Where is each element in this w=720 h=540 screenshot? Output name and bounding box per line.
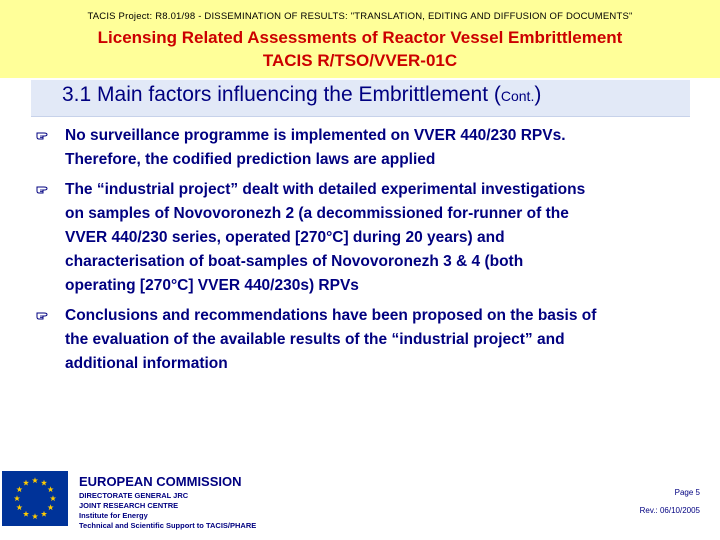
bullet-list [36, 124, 696, 382]
section-heading-bar [31, 80, 690, 117]
project-code: TACIS R/TSO/VVER-01C [262, 51, 458, 70]
eu-flag-icon [2, 471, 68, 526]
pointing-hand-icon [36, 183, 50, 195]
bullet-line: VVER 440/230 series, operated [270°C] during 20 years) and [65, 229, 505, 246]
section-title [62, 83, 541, 107]
bullet-line: characterisation of boat-samples of Novovoronezh 3 & 4 (both [65, 253, 524, 270]
organisation-block [79, 474, 256, 531]
bullet-line: The “industrial project” dealt with detailed experimental investigations [65, 181, 586, 198]
organisation-line: DIRECTORATE GENERAL JRC [79, 491, 189, 500]
page-number: Page 5 [674, 488, 700, 497]
bullet-item [36, 304, 696, 376]
organisation-line: Institute for Energy [79, 511, 148, 520]
page-info [560, 484, 700, 520]
organisation-line: Technical and Scientific Support to TACIS/PHARE [79, 521, 257, 530]
section-title-cont: Cont. [500, 88, 535, 104]
bullet-line: Conclusions and recommendations have been proposed on the basis of [65, 307, 597, 324]
section-title-close: ) [534, 83, 542, 106]
bullet-line: the evaluation of the available results of the “industrial project” and [65, 331, 565, 348]
pointing-hand-icon [36, 309, 50, 321]
section-title-text: 3.1 Main factors influencing the Embrittlement ( [62, 83, 501, 106]
bullet-line: No surveillance programme is implemented on VVER 440/230 RPVs. [65, 127, 566, 144]
slide-title: Licensing Related Assessments of Reactor Vessel Embrittlement [97, 28, 623, 47]
organisation-line: JOINT RESEARCH CENTRE [79, 501, 179, 510]
revision-date: Rev.: 06/10/2005 [639, 506, 700, 515]
bullet-item [36, 178, 696, 298]
project-line: TACIS Project: R8.01/98 - DISSEMINATION OF RESULTS: "TRANSLATION, EDITING AND DIFFUSION OF DOCUMENTS" [87, 11, 633, 22]
bullet-line: operating [270°C] VVER 440/230s) RPVs [65, 277, 359, 294]
organisation-name: EUROPEAN COMMISSION [79, 474, 242, 489]
bullet-item [36, 124, 696, 172]
bullet-line: Therefore, the codified prediction laws are applied [65, 151, 436, 168]
bullet-line: additional information [65, 355, 228, 372]
bullet-line: on samples of Novovoronezh 2 (a decommissioned for-runner of the [65, 205, 569, 222]
pointing-hand-icon [36, 129, 50, 141]
slide-header [0, 0, 720, 78]
